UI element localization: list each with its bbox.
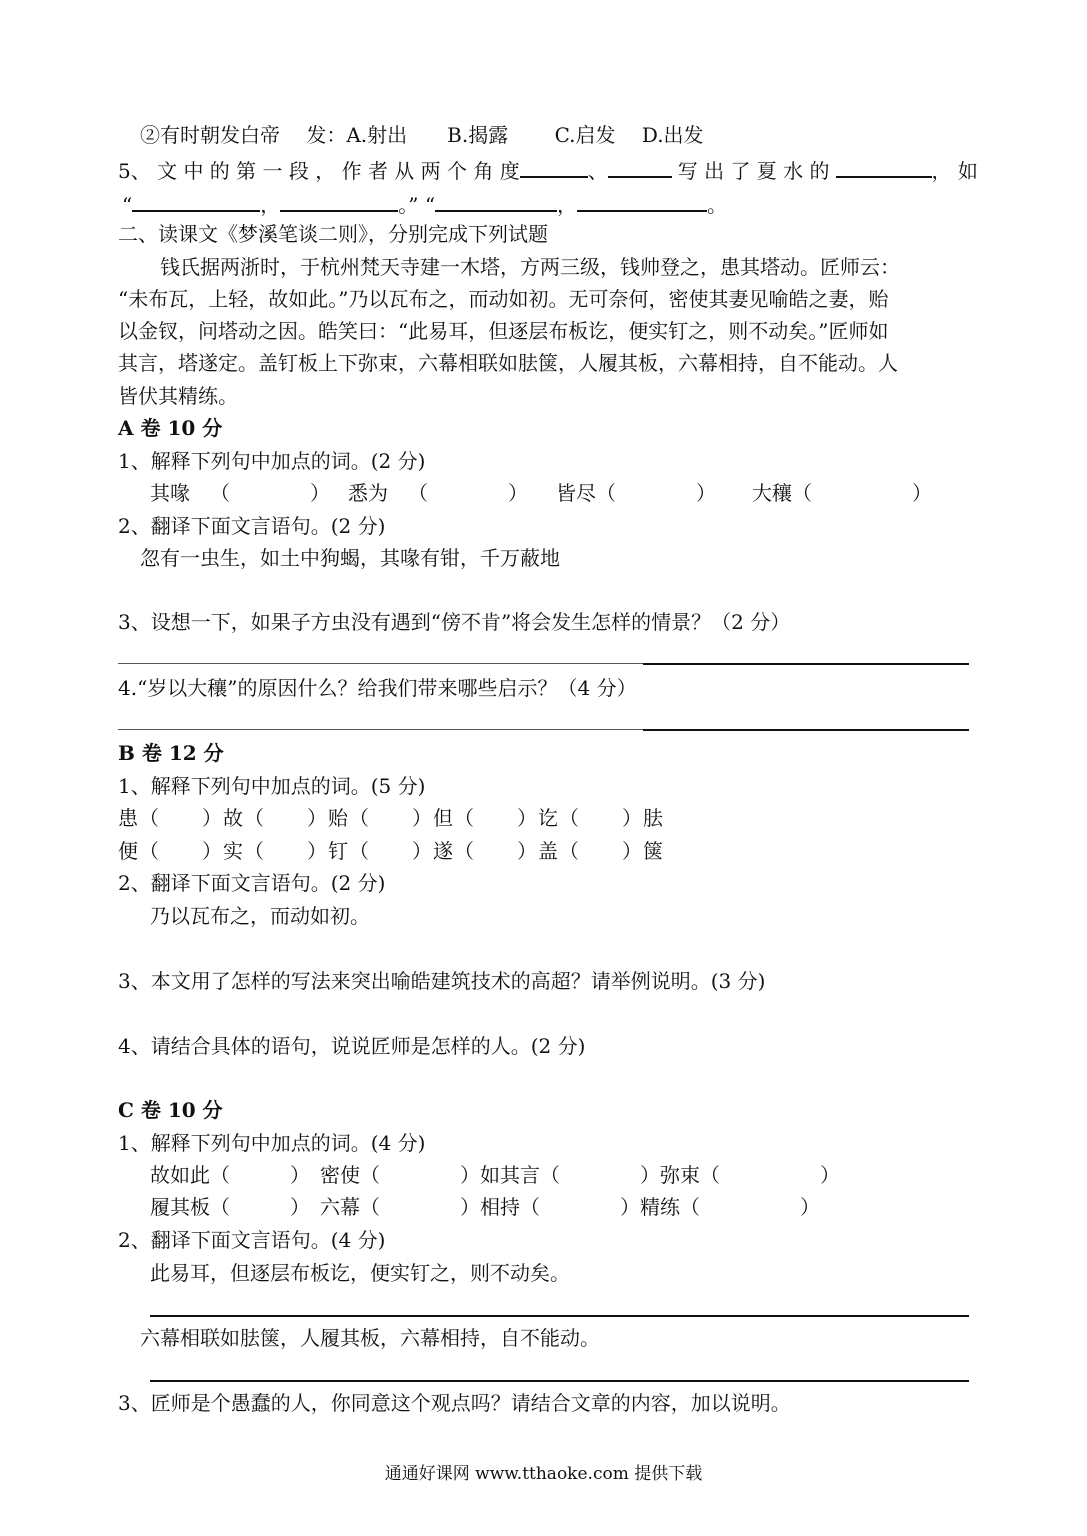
part-c-q1-row-2[interactable]: 履其板（ ） 六幕（ ）相持（ ）精练（ ） [150, 1195, 820, 1219]
q5-blank-2[interactable] [608, 156, 672, 178]
part-a-title: A 卷 10 分 [118, 416, 223, 440]
passage-line-5: 皆伏其精练。 [118, 384, 238, 408]
q-prev-option-line: ②有时朝发白帝 发：A.射出 B.揭露 C.启发 D.出发 [140, 123, 704, 147]
part-a-q3: 3、设想一下，如果子方虫没有遇到“傍不肯”将会发生怎样的情景？（2 分） [118, 610, 791, 634]
q5-line1 [118, 156, 978, 184]
part-c-q3: 3、匠师是个愚蠢的人，你同意这个观点吗？请结合文章的内容，加以说明。 [118, 1391, 791, 1415]
q5-line2 [122, 190, 727, 218]
q5-text-g: 。” “ [398, 193, 436, 217]
part-a-q1-item-4[interactable]: 大穰（ ） [752, 481, 932, 505]
part-c-q2-answer-line-1[interactable] [150, 1315, 969, 1317]
q5-blank-4[interactable] [132, 190, 260, 212]
part-c-q2-text-1: 此易耳，但逐层布板讫，便实钉之，则不动矣。 [150, 1261, 570, 1285]
q5-text-c: 写 出 了 夏 水 的 [677, 159, 830, 183]
part-b-q2: 2、翻译下面文言语句。(2 分) [118, 871, 386, 895]
page-footer: 通通好课网 www.tthaoke.com 提供下载 [384, 1464, 703, 1484]
q5-text-a: 5、 文 中 的 第 一 段 ， 作 者 从 两 个 角 度 [118, 159, 520, 183]
part-b-q3: 3、本文用了怎样的写法来突出喻皓建筑技术的高超？请举例说明。(3 分) [118, 969, 766, 993]
part-a-q4: 4.“岁以大穰”的原因什么？给我们带来哪些启示？（4 分） [118, 676, 637, 700]
q5-text-f: ， [260, 193, 281, 217]
part-a-q1-blank-2[interactable]: （ ） [408, 481, 528, 505]
part-c-title: C 卷 10 分 [118, 1098, 223, 1122]
q5-text-b: 、 [587, 159, 608, 183]
passage-line-3: 以金钗，问塔动之因。皓笑曰：“此易耳，但逐层布板讫，便实钉之，则不动矣。”匠师如 [118, 319, 889, 343]
part-c-q2: 2、翻译下面文言语句。(4 分) [118, 1228, 386, 1252]
q5-blank-3[interactable] [836, 156, 932, 178]
part-a-q1-item-1: 其喙 [150, 481, 190, 505]
part-a-q1-item-3[interactable]: 皆尽（ ） [556, 481, 716, 505]
q5-blank-7[interactable] [577, 190, 707, 212]
part-b-q1-row-1[interactable]: 患（ ）故（ ）贻（ ）但（ ）讫（ ）胠 [118, 806, 664, 830]
part-a-q4-answer-line-left[interactable] [118, 729, 643, 730]
part-b-q2-text: 乃以瓦布之，而动如初。 [150, 904, 370, 928]
part-a-q3-answer-line-right[interactable] [643, 663, 969, 665]
part-a-q4-answer-line-right[interactable] [643, 729, 969, 731]
part-a-q1-blank-1[interactable]: （ ） [210, 481, 330, 505]
q5-text-i: 。 [707, 193, 728, 217]
passage-line-2: “未布瓦，上轻，故如此。”乃以瓦布之，而动如初。无可奈何，密使其妻见喻皓之妻，贻 [118, 287, 889, 311]
section2-heading: 二、读课文《梦溪笔谈二则》，分别完成下列试题 [118, 222, 548, 246]
part-c-q2-text-2: 六幕相联如胠箧，人履其板，六幕相持，自不能动。 [140, 1326, 600, 1350]
part-c-q1-row-1[interactable]: 故如此（ ） 密使（ ）如其言（ ）弥束（ ） [150, 1163, 840, 1187]
part-a-q2: 2、翻译下面文言语句。(2 分) [118, 514, 386, 538]
q5-blank-1[interactable] [520, 156, 588, 178]
part-a-q1-item-2: 悉为 [348, 481, 388, 505]
passage-line-4: 其言，塔遂定。盖钉板上下弥束，六幕相联如胠箧，人履其板，六幕相持，自不能动。人 [118, 351, 898, 375]
q5-text-h: ， [557, 193, 578, 217]
passage-line-1: 钱氏据两浙时，于杭州梵天寺建一木塔，方两三级，钱帅登之，患其塔动。匠师云： [160, 255, 900, 279]
part-c-q2-answer-line-2[interactable] [150, 1380, 969, 1382]
part-a-q3-answer-line-left[interactable] [118, 663, 643, 664]
q5-blank-6[interactable] [435, 190, 557, 212]
part-a-q1: 1、解释下列句中加点的词。(2 分) [118, 449, 426, 473]
q5-text-e: “ [122, 193, 133, 217]
q5-text-d: ， 如 [931, 159, 978, 183]
part-b-q4: 4、请结合具体的语句，说说匠师是怎样的人。(2 分) [118, 1034, 586, 1058]
part-b-title: B 卷 12 分 [118, 741, 224, 765]
part-c-q1: 1、解释下列句中加点的词。(4 分) [118, 1131, 426, 1155]
q5-blank-5[interactable] [280, 190, 398, 212]
part-b-q1: 1、解释下列句中加点的词。(5 分) [118, 774, 426, 798]
part-a-q2-text: 忽有一虫生，如土中狗蝎，其喙有钳，千万蔽地 [140, 546, 560, 570]
part-b-q1-row-2[interactable]: 便（ ）实（ ）钉（ ）遂（ ）盖（ ）箧 [118, 839, 664, 863]
